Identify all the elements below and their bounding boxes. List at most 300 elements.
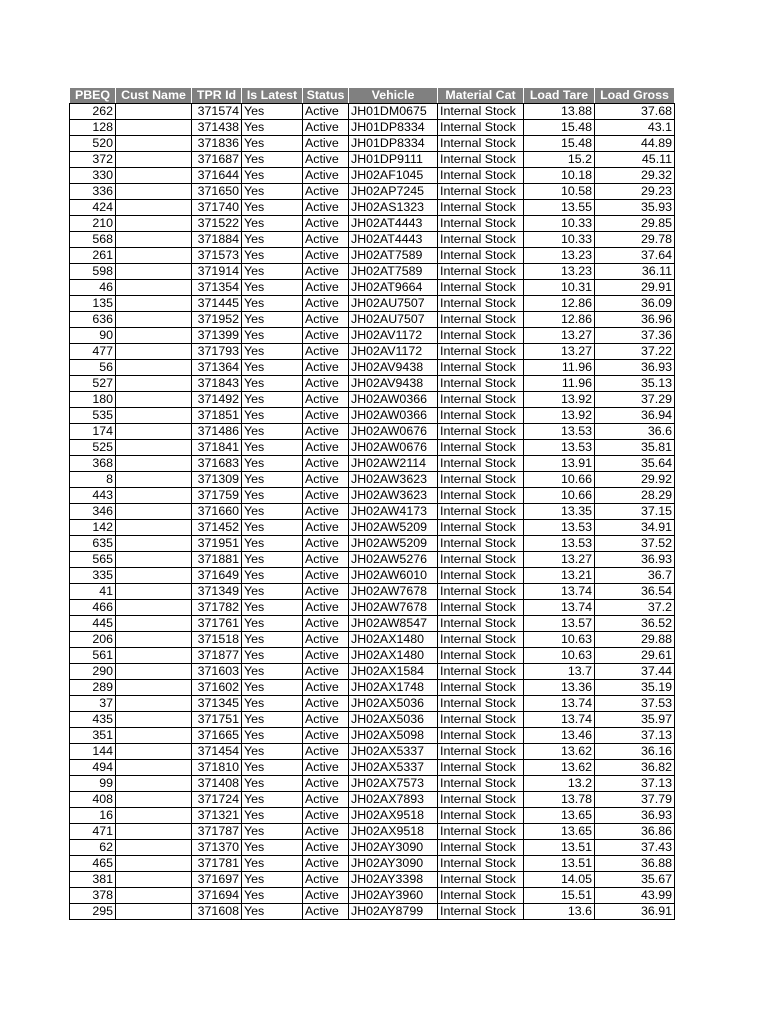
cust-name-cell xyxy=(116,312,192,328)
table-row xyxy=(70,584,675,600)
pbeq-cell: 142 xyxy=(70,520,116,536)
load-gross-cell: 36.93 xyxy=(595,360,675,376)
load-tare-cell: 13.92 xyxy=(524,392,595,408)
is-latest-cell: Yes xyxy=(242,728,303,744)
material-cat-cell: Internal Stock xyxy=(438,168,524,184)
load-tare-cell: 10.66 xyxy=(524,488,595,504)
cust-name-cell xyxy=(116,296,192,312)
is-latest-cell: Yes xyxy=(242,904,303,920)
table-row xyxy=(70,888,675,904)
tpr-id-cell: 371364 xyxy=(192,360,242,376)
material-cat-cell: Internal Stock xyxy=(438,584,524,600)
vehicle-cell: JH02AY3090 xyxy=(349,840,438,856)
load-gross-cell: 36.54 xyxy=(595,584,675,600)
pbeq-cell: 561 xyxy=(70,648,116,664)
load-tare-cell: 13.62 xyxy=(524,760,595,776)
pbeq-cell: 443 xyxy=(70,488,116,504)
vehicle-cell: JH02AW7678 xyxy=(349,600,438,616)
load-gross-cell: 28.29 xyxy=(595,488,675,504)
material-cat-cell: Internal Stock xyxy=(438,456,524,472)
material-cat-cell: Internal Stock xyxy=(438,824,524,840)
pbeq-cell: 128 xyxy=(70,120,116,136)
vehicle-cell: JH02AX5036 xyxy=(349,712,438,728)
tpr-id-cell: 371751 xyxy=(192,712,242,728)
tpr-id-cell: 371602 xyxy=(192,680,242,696)
material-cat-cell: Internal Stock xyxy=(438,536,524,552)
material-cat-cell: Internal Stock xyxy=(438,856,524,872)
tpr-id-cell: 371492 xyxy=(192,392,242,408)
status-cell: Active xyxy=(303,808,349,824)
col-header-cust-name: Cust Name xyxy=(116,88,192,104)
load-tare-cell: 15.48 xyxy=(524,120,595,136)
load-tare-cell: 13.74 xyxy=(524,600,595,616)
material-cat-cell: Internal Stock xyxy=(438,600,524,616)
load-tare-cell: 15.51 xyxy=(524,888,595,904)
tpr-id-cell: 371486 xyxy=(192,424,242,440)
table-row xyxy=(70,600,675,616)
tpr-id-cell: 371321 xyxy=(192,808,242,824)
material-cat-cell: Internal Stock xyxy=(438,248,524,264)
vehicle-cell: JH02AT7589 xyxy=(349,264,438,280)
table-row xyxy=(70,136,675,152)
cust-name-cell xyxy=(116,344,192,360)
pbeq-cell: 435 xyxy=(70,712,116,728)
is-latest-cell: Yes xyxy=(242,344,303,360)
pbeq-cell: 56 xyxy=(70,360,116,376)
is-latest-cell: Yes xyxy=(242,552,303,568)
is-latest-cell: Yes xyxy=(242,472,303,488)
material-cat-cell: Internal Stock xyxy=(438,344,524,360)
vehicle-cell: JH02AW5276 xyxy=(349,552,438,568)
is-latest-cell: Yes xyxy=(242,872,303,888)
load-tare-cell: 13.21 xyxy=(524,568,595,584)
status-cell: Active xyxy=(303,680,349,696)
is-latest-cell: Yes xyxy=(242,696,303,712)
table-row xyxy=(70,232,675,248)
pbeq-cell: 180 xyxy=(70,392,116,408)
vehicle-cell: JH02AU7507 xyxy=(349,312,438,328)
material-cat-cell: Internal Stock xyxy=(438,120,524,136)
tpr-id-cell: 371445 xyxy=(192,296,242,312)
vehicle-cell: JH01DP8334 xyxy=(349,120,438,136)
status-cell: Active xyxy=(303,760,349,776)
table-row xyxy=(70,520,675,536)
load-gross-cell: 29.85 xyxy=(595,216,675,232)
col-header-load-tare: Load Tare xyxy=(524,88,595,104)
material-cat-cell: Internal Stock xyxy=(438,424,524,440)
load-gross-cell: 37.53 xyxy=(595,696,675,712)
pbeq-cell: 144 xyxy=(70,744,116,760)
vehicle-cell: JH02AW5209 xyxy=(349,520,438,536)
tpr-id-cell: 371687 xyxy=(192,152,242,168)
vehicle-cell: JH02AS1323 xyxy=(349,200,438,216)
pbeq-cell: 494 xyxy=(70,760,116,776)
material-cat-cell: Internal Stock xyxy=(438,232,524,248)
status-cell: Active xyxy=(303,696,349,712)
load-gross-cell: 29.61 xyxy=(595,648,675,664)
pbeq-cell: 90 xyxy=(70,328,116,344)
is-latest-cell: Yes xyxy=(242,104,303,120)
material-cat-cell: Internal Stock xyxy=(438,392,524,408)
cust-name-cell xyxy=(116,264,192,280)
is-latest-cell: Yes xyxy=(242,888,303,904)
load-tare-cell: 10.63 xyxy=(524,648,595,664)
status-cell: Active xyxy=(303,888,349,904)
is-latest-cell: Yes xyxy=(242,632,303,648)
tpr-id-cell: 371454 xyxy=(192,744,242,760)
vehicle-cell: JH02AT4443 xyxy=(349,232,438,248)
col-header-material-cat: Material Cat xyxy=(438,88,524,104)
status-cell: Active xyxy=(303,216,349,232)
tpr-id-cell: 371309 xyxy=(192,472,242,488)
is-latest-cell: Yes xyxy=(242,280,303,296)
vehicle-cell: JH02AY3090 xyxy=(349,856,438,872)
vehicle-cell: JH02AU7507 xyxy=(349,296,438,312)
is-latest-cell: Yes xyxy=(242,760,303,776)
material-cat-cell: Internal Stock xyxy=(438,904,524,920)
load-gross-cell: 37.13 xyxy=(595,728,675,744)
pbeq-cell: 46 xyxy=(70,280,116,296)
load-gross-cell: 35.19 xyxy=(595,680,675,696)
material-cat-cell: Internal Stock xyxy=(438,888,524,904)
pbeq-cell: 346 xyxy=(70,504,116,520)
vehicle-cell: JH02AW4173 xyxy=(349,504,438,520)
vehicle-cell: JH02AY3398 xyxy=(349,872,438,888)
status-cell: Active xyxy=(303,840,349,856)
tpr-id-cell: 371399 xyxy=(192,328,242,344)
status-cell: Active xyxy=(303,824,349,840)
vehicle-cell: JH02AP7245 xyxy=(349,184,438,200)
table-row xyxy=(70,648,675,664)
load-gross-cell: 37.36 xyxy=(595,328,675,344)
is-latest-cell: Yes xyxy=(242,664,303,680)
tpr-id-cell: 371841 xyxy=(192,440,242,456)
vehicle-cell: JH02AW6010 xyxy=(349,568,438,584)
status-cell: Active xyxy=(303,424,349,440)
table-row xyxy=(70,776,675,792)
is-latest-cell: Yes xyxy=(242,520,303,536)
pbeq-cell: 8 xyxy=(70,472,116,488)
cust-name-cell xyxy=(116,504,192,520)
vehicle-cell: JH02AX5098 xyxy=(349,728,438,744)
material-cat-cell: Internal Stock xyxy=(438,648,524,664)
pbeq-cell: 174 xyxy=(70,424,116,440)
tpr-id-cell: 371793 xyxy=(192,344,242,360)
status-cell: Active xyxy=(303,328,349,344)
load-gross-cell: 37.22 xyxy=(595,344,675,360)
tpr-id-cell: 371843 xyxy=(192,376,242,392)
vehicle-cell: JH02AX7893 xyxy=(349,792,438,808)
tpr-id-cell: 371881 xyxy=(192,552,242,568)
load-gross-cell: 36.6 xyxy=(595,424,675,440)
load-tare-cell: 13.27 xyxy=(524,552,595,568)
cust-name-cell xyxy=(116,472,192,488)
status-cell: Active xyxy=(303,184,349,200)
material-cat-cell: Internal Stock xyxy=(438,328,524,344)
cust-name-cell xyxy=(116,824,192,840)
tpr-id-cell: 371914 xyxy=(192,264,242,280)
load-tare-cell: 13.88 xyxy=(524,104,595,120)
is-latest-cell: Yes xyxy=(242,776,303,792)
is-latest-cell: Yes xyxy=(242,824,303,840)
col-header-vehicle: Vehicle xyxy=(349,88,438,104)
cust-name-cell xyxy=(116,424,192,440)
load-gross-cell: 36.52 xyxy=(595,616,675,632)
is-latest-cell: Yes xyxy=(242,504,303,520)
is-latest-cell: Yes xyxy=(242,392,303,408)
pbeq-cell: 465 xyxy=(70,856,116,872)
table-row xyxy=(70,296,675,312)
status-cell: Active xyxy=(303,472,349,488)
is-latest-cell: Yes xyxy=(242,712,303,728)
table-row xyxy=(70,872,675,888)
table-row xyxy=(70,120,675,136)
vehicle-cell: JH02AW7678 xyxy=(349,584,438,600)
load-gross-cell: 36.94 xyxy=(595,408,675,424)
load-gross-cell: 37.13 xyxy=(595,776,675,792)
load-gross-cell: 37.68 xyxy=(595,104,675,120)
status-cell: Active xyxy=(303,312,349,328)
material-cat-cell: Internal Stock xyxy=(438,728,524,744)
load-tare-cell: 10.31 xyxy=(524,280,595,296)
vehicle-cell: JH02AW0366 xyxy=(349,392,438,408)
pbeq-cell: 408 xyxy=(70,792,116,808)
load-tare-cell: 12.86 xyxy=(524,312,595,328)
pbeq-cell: 520 xyxy=(70,136,116,152)
cust-name-cell xyxy=(116,728,192,744)
load-tare-cell: 13.51 xyxy=(524,856,595,872)
vehicle-cell: JH02AY3960 xyxy=(349,888,438,904)
is-latest-cell: Yes xyxy=(242,232,303,248)
load-tare-cell: 13.27 xyxy=(524,328,595,344)
load-tare-cell: 10.33 xyxy=(524,232,595,248)
is-latest-cell: Yes xyxy=(242,264,303,280)
header-row xyxy=(70,88,675,104)
pbeq-cell: 445 xyxy=(70,616,116,632)
load-tare-cell: 13.65 xyxy=(524,824,595,840)
is-latest-cell: Yes xyxy=(242,152,303,168)
cust-name-cell xyxy=(116,712,192,728)
vehicle-cell: JH01DM0675 xyxy=(349,104,438,120)
load-tare-cell: 15.48 xyxy=(524,136,595,152)
data-table xyxy=(69,87,675,920)
material-cat-cell: Internal Stock xyxy=(438,744,524,760)
cust-name-cell xyxy=(116,232,192,248)
load-tare-cell: 13.51 xyxy=(524,840,595,856)
load-gross-cell: 29.78 xyxy=(595,232,675,248)
status-cell: Active xyxy=(303,456,349,472)
load-gross-cell: 29.88 xyxy=(595,632,675,648)
load-gross-cell: 29.32 xyxy=(595,168,675,184)
is-latest-cell: Yes xyxy=(242,136,303,152)
status-cell: Active xyxy=(303,360,349,376)
material-cat-cell: Internal Stock xyxy=(438,840,524,856)
cust-name-cell xyxy=(116,584,192,600)
load-tare-cell: 13.62 xyxy=(524,744,595,760)
status-cell: Active xyxy=(303,504,349,520)
cust-name-cell xyxy=(116,408,192,424)
status-cell: Active xyxy=(303,344,349,360)
is-latest-cell: Yes xyxy=(242,200,303,216)
load-tare-cell: 12.86 xyxy=(524,296,595,312)
vehicle-cell: JH02AV1172 xyxy=(349,344,438,360)
load-gross-cell: 36.11 xyxy=(595,264,675,280)
table-row xyxy=(70,616,675,632)
load-gross-cell: 37.64 xyxy=(595,248,675,264)
material-cat-cell: Internal Stock xyxy=(438,264,524,280)
load-gross-cell: 36.09 xyxy=(595,296,675,312)
load-gross-cell: 35.97 xyxy=(595,712,675,728)
load-tare-cell: 13.57 xyxy=(524,616,595,632)
load-gross-cell: 44.89 xyxy=(595,136,675,152)
load-gross-cell: 36.82 xyxy=(595,760,675,776)
cust-name-cell xyxy=(116,680,192,696)
load-gross-cell: 43.1 xyxy=(595,120,675,136)
table-row xyxy=(70,856,675,872)
tpr-id-cell: 371877 xyxy=(192,648,242,664)
is-latest-cell: Yes xyxy=(242,216,303,232)
cust-name-cell xyxy=(116,488,192,504)
status-cell: Active xyxy=(303,744,349,760)
pbeq-cell: 210 xyxy=(70,216,116,232)
status-cell: Active xyxy=(303,792,349,808)
vehicle-cell: JH02AT7589 xyxy=(349,248,438,264)
tpr-id-cell: 371787 xyxy=(192,824,242,840)
pbeq-cell: 335 xyxy=(70,568,116,584)
table-row xyxy=(70,472,675,488)
is-latest-cell: Yes xyxy=(242,680,303,696)
table-row xyxy=(70,104,675,120)
cust-name-cell xyxy=(116,376,192,392)
cust-name-cell xyxy=(116,152,192,168)
col-header-is-latest: Is Latest xyxy=(242,88,303,104)
material-cat-cell: Internal Stock xyxy=(438,712,524,728)
load-gross-cell: 36.91 xyxy=(595,904,675,920)
status-cell: Active xyxy=(303,488,349,504)
cust-name-cell xyxy=(116,200,192,216)
is-latest-cell: Yes xyxy=(242,744,303,760)
vehicle-cell: JH02AX5337 xyxy=(349,760,438,776)
load-tare-cell: 13.65 xyxy=(524,808,595,824)
is-latest-cell: Yes xyxy=(242,488,303,504)
load-gross-cell: 37.2 xyxy=(595,600,675,616)
cust-name-cell xyxy=(116,328,192,344)
cust-name-cell xyxy=(116,216,192,232)
cust-name-cell xyxy=(116,456,192,472)
load-tare-cell: 13.74 xyxy=(524,696,595,712)
pbeq-cell: 295 xyxy=(70,904,116,920)
material-cat-cell: Internal Stock xyxy=(438,488,524,504)
cust-name-cell xyxy=(116,744,192,760)
cust-name-cell xyxy=(116,568,192,584)
status-cell: Active xyxy=(303,600,349,616)
col-header-tpr-id: TPR Id xyxy=(192,88,242,104)
col-header-pbeq: PBEQ xyxy=(70,88,116,104)
tpr-id-cell: 371349 xyxy=(192,584,242,600)
table-row xyxy=(70,552,675,568)
vehicle-cell: JH02AY8799 xyxy=(349,904,438,920)
load-gross-cell: 36.93 xyxy=(595,552,675,568)
pbeq-cell: 466 xyxy=(70,600,116,616)
tpr-id-cell: 371836 xyxy=(192,136,242,152)
cust-name-cell xyxy=(116,248,192,264)
load-tare-cell: 13.78 xyxy=(524,792,595,808)
table-row xyxy=(70,152,675,168)
load-tare-cell: 11.96 xyxy=(524,360,595,376)
is-latest-cell: Yes xyxy=(242,120,303,136)
table-row xyxy=(70,840,675,856)
load-gross-cell: 36.96 xyxy=(595,312,675,328)
material-cat-cell: Internal Stock xyxy=(438,664,524,680)
vehicle-cell: JH02AV9438 xyxy=(349,360,438,376)
tpr-id-cell: 371518 xyxy=(192,632,242,648)
status-cell: Active xyxy=(303,232,349,248)
tpr-id-cell: 371759 xyxy=(192,488,242,504)
load-gross-cell: 37.29 xyxy=(595,392,675,408)
table-row xyxy=(70,664,675,680)
is-latest-cell: Yes xyxy=(242,408,303,424)
table-row xyxy=(70,408,675,424)
table-row xyxy=(70,280,675,296)
col-header-load-gross: Load Gross xyxy=(595,88,675,104)
load-gross-cell: 35.67 xyxy=(595,872,675,888)
material-cat-cell: Internal Stock xyxy=(438,104,524,120)
material-cat-cell: Internal Stock xyxy=(438,520,524,536)
vehicle-cell: JH02AV9438 xyxy=(349,376,438,392)
table-row xyxy=(70,680,675,696)
status-cell: Active xyxy=(303,664,349,680)
is-latest-cell: Yes xyxy=(242,312,303,328)
cust-name-cell xyxy=(116,552,192,568)
vehicle-cell: JH01DP8334 xyxy=(349,136,438,152)
material-cat-cell: Internal Stock xyxy=(438,296,524,312)
pbeq-cell: 290 xyxy=(70,664,116,680)
vehicle-cell: JH02AW5209 xyxy=(349,536,438,552)
is-latest-cell: Yes xyxy=(242,376,303,392)
table-row xyxy=(70,504,675,520)
load-gross-cell: 43.99 xyxy=(595,888,675,904)
load-tare-cell: 13.27 xyxy=(524,344,595,360)
vehicle-cell: JH02AW3623 xyxy=(349,472,438,488)
pbeq-cell: 289 xyxy=(70,680,116,696)
material-cat-cell: Internal Stock xyxy=(438,680,524,696)
material-cat-cell: Internal Stock xyxy=(438,872,524,888)
table-row xyxy=(70,328,675,344)
status-cell: Active xyxy=(303,552,349,568)
load-tare-cell: 13.2 xyxy=(524,776,595,792)
status-cell: Active xyxy=(303,872,349,888)
load-gross-cell: 36.16 xyxy=(595,744,675,760)
is-latest-cell: Yes xyxy=(242,568,303,584)
is-latest-cell: Yes xyxy=(242,184,303,200)
status-cell: Active xyxy=(303,168,349,184)
load-gross-cell: 29.92 xyxy=(595,472,675,488)
tpr-id-cell: 371603 xyxy=(192,664,242,680)
vehicle-cell: JH02AX9518 xyxy=(349,824,438,840)
material-cat-cell: Internal Stock xyxy=(438,504,524,520)
table-row xyxy=(70,456,675,472)
vehicle-cell: JH01DP9111 xyxy=(349,152,438,168)
tpr-id-cell: 371851 xyxy=(192,408,242,424)
cust-name-cell xyxy=(116,104,192,120)
table-row xyxy=(70,312,675,328)
pbeq-cell: 99 xyxy=(70,776,116,792)
load-tare-cell: 13.53 xyxy=(524,440,595,456)
tpr-id-cell: 371810 xyxy=(192,760,242,776)
status-cell: Active xyxy=(303,248,349,264)
load-gross-cell: 29.23 xyxy=(595,184,675,200)
material-cat-cell: Internal Stock xyxy=(438,808,524,824)
